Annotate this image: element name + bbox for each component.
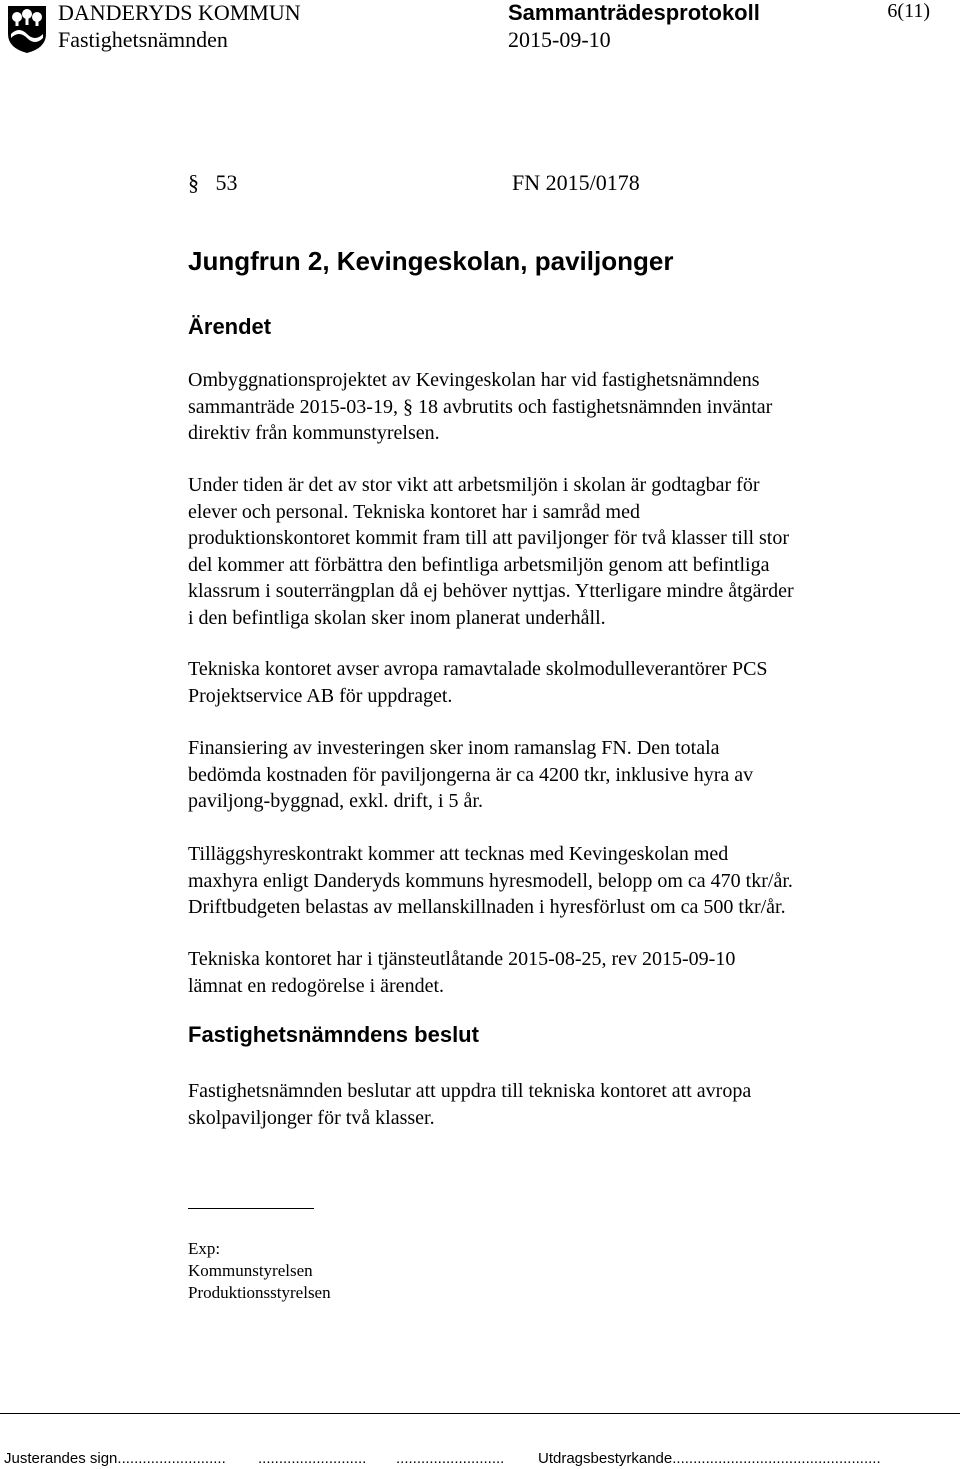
- text-line: Tekniska kontoret avser avropa ramavtalade skolmodulleverantörer PCS: [188, 658, 768, 680]
- department-name: Fastighetsnämnden: [58, 27, 228, 52]
- signature-dots: ..........................: [258, 1450, 367, 1467]
- organization-name: DANDERYDS KOMMUN: [58, 0, 301, 25]
- expedition-label: Exp:: [188, 1239, 221, 1258]
- text-line: Tilläggshyreskontrakt kommer att tecknas med Kevingeskolan med: [188, 843, 729, 865]
- text-line: paviljong-byggnad, exkl. drift, i 5 år.: [188, 790, 483, 812]
- section-heading-beslut: Fastighetsnämndens beslut: [188, 1022, 479, 1047]
- text-line: klassrum i souterrängplan då ej behöver nyttjas. Ytterligare mindre åtgärder: [188, 580, 794, 602]
- body-paragraph: [188, 841, 888, 921]
- body-paragraph: [188, 472, 888, 631]
- text-line: Under tiden är det av stor vikt att arbetsmiljön i skolan är godtagbar för: [188, 474, 760, 496]
- text-line: Ombyggnationsprojektet av Kevingeskolan har vid fastighetsnämndens: [188, 369, 760, 391]
- separator-line: [188, 1208, 314, 1209]
- text-line: Driftbudgeten belastas av mellanskillnaden i hyresförlust om ca 500 tkr/år.: [188, 896, 786, 918]
- item-title: Jungfrun 2, Kevingeskolan, paviljonger: [188, 246, 674, 276]
- expedition-list: [188, 1238, 331, 1304]
- body-paragraph: [188, 656, 888, 709]
- body-paragraph: [188, 946, 888, 999]
- case-number: FN 2015/0178: [512, 170, 640, 195]
- utdragsbestyrkande: Utdragsbestyrkande..................................................: [538, 1450, 881, 1467]
- expedition-recipient: Produktionsstyrelsen: [188, 1283, 331, 1302]
- text-line: Projektservice AB för uppdraget.: [188, 684, 453, 707]
- meeting-date: 2015-09-10: [508, 27, 611, 52]
- text-line: Tekniska kontoret har i tjänsteutlåtande 2015-08-25, rev 2015-09-10: [188, 948, 736, 970]
- signature-dots: ..........................: [396, 1450, 505, 1467]
- paragraph-sign: §: [188, 170, 199, 195]
- text-line: maxhyra enligt Danderyds kommuns hyresmodell, belopp om ca 470 tkr/år.: [188, 869, 793, 892]
- body-paragraph: [188, 735, 888, 815]
- text-line: bedömda kostnaden för paviljongerna är ca 4200 tkr, inklusive hyra av: [188, 763, 754, 786]
- justerandes-sign: Justerandes sign..........................: [4, 1450, 226, 1467]
- text-line: lämnat en redogörelse i ärendet.: [188, 974, 444, 997]
- text-line: del kommer att förbättra den befintliga arbetsmiljön genom att befintliga: [188, 553, 770, 576]
- body-paragraph: [188, 367, 888, 447]
- text-line: Finansiering av investeringen sker inom ramanslag FN. Den totala: [188, 737, 720, 759]
- section-heading-arendet: Ärendet: [188, 314, 272, 339]
- text-line: skolpaviljonger för två klasser.: [188, 1106, 435, 1129]
- document-type: Sammanträdesprotokoll: [508, 0, 760, 25]
- expedition-recipient: Kommunstyrelsen: [188, 1261, 313, 1280]
- municipality-crest-logo: [6, 4, 48, 54]
- paragraph-number-value: 53: [215, 170, 238, 195]
- decision-paragraph: [188, 1078, 888, 1131]
- text-line: direktiv från kommunstyrelsen.: [188, 422, 440, 444]
- footer-divider: [0, 1413, 960, 1414]
- text-line: produktionskontoret kommit fram till att paviljonger för två klasser till stor: [188, 527, 790, 549]
- text-line: elever och personal. Tekniska kontoret har i samråd med: [188, 500, 640, 523]
- text-line: Fastighetsnämnden beslutar att uppdra till tekniska kontoret att avropa: [188, 1080, 752, 1102]
- page-number: 6(11): [887, 0, 930, 22]
- paragraph-number: [188, 170, 238, 196]
- text-line: sammanträde 2015-03-19, § 18 avbrutits och fastighetsnämnden inväntar: [188, 395, 773, 418]
- text-line: i den befintliga skolan sker inom planerat underhåll.: [188, 606, 606, 629]
